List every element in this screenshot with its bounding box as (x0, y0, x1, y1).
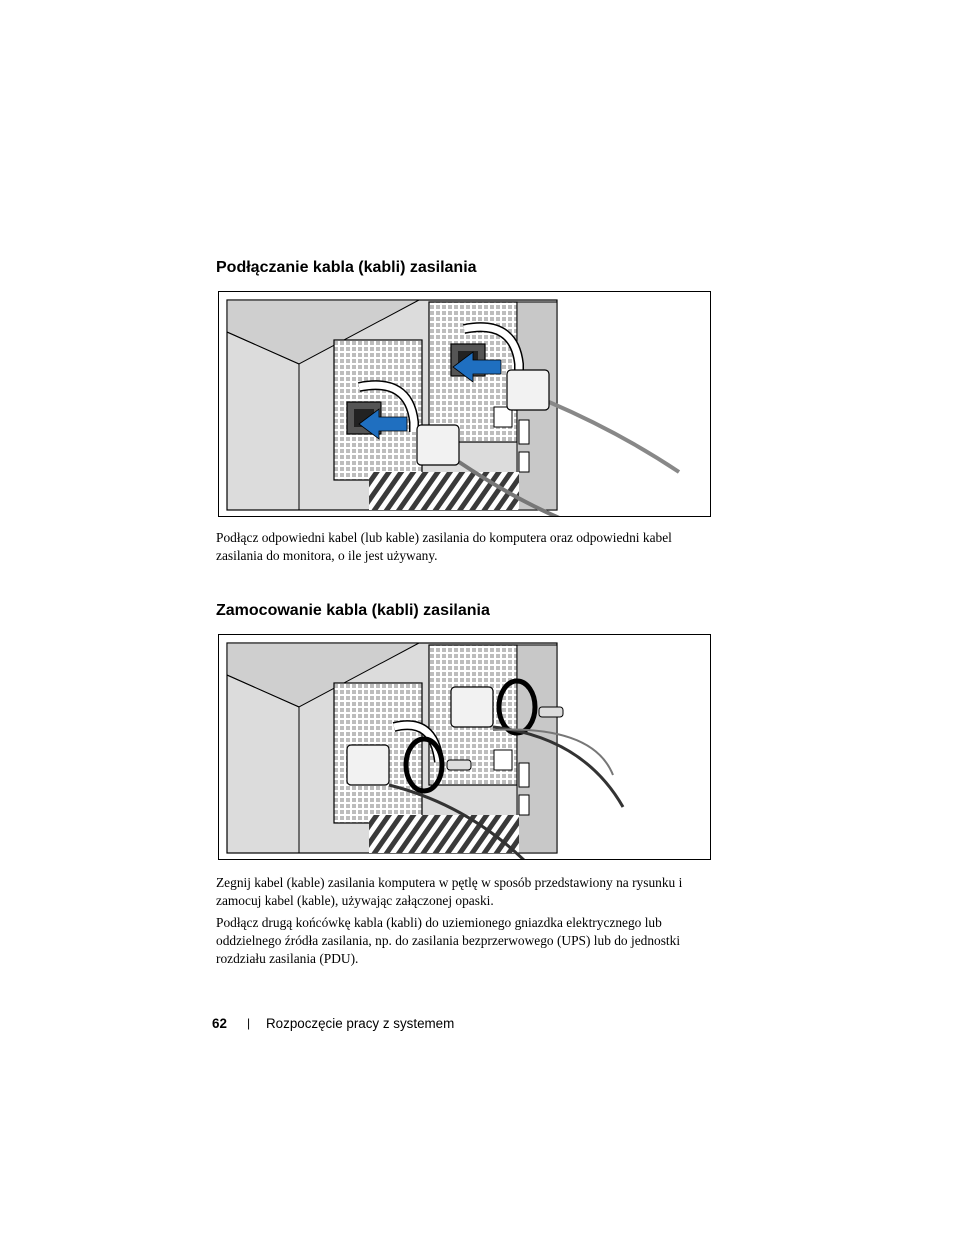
paragraph-connect-power: Podłącz odpowiedni kabel (lub kable) zasilania do komputera oraz odpowiedni kabel zasilania do monitora, o ile jest używany. (216, 530, 672, 563)
figure-secure-power-cables (218, 634, 711, 860)
illustration-secure-power (219, 635, 710, 859)
figure-connect-power-cables (218, 291, 711, 517)
paragraph-connect-outlet: Podłącz drugą końcówkę kabla (kabli) do uziemionego gniazdka elektrycznego lub oddzielnego źródła zasilania, np. do zasilania bezprzerwowego (UPS) lub do jednostki rozdziału zasilania (PDU). (216, 915, 681, 966)
paragraph-bend-cable: Zegnij kabel (kable) zasilania komputera w pętlę w sposób przedstawiony na rysunku i zamocuj kabel (kable), używając załączonej opaski. (216, 875, 683, 908)
section-heading-secure-power: Zamocowanie kabla (kabli) zasilania (216, 602, 490, 619)
section-heading-connect-power: Podłączanie kabla (kabli) zasilania (216, 259, 477, 276)
page-number: 62 (212, 1016, 227, 1031)
illustration-connect-power (219, 292, 710, 516)
footer-title: Rozpoczęcie pracy z systemem (266, 1016, 455, 1031)
footer-separator: | (247, 1016, 251, 1030)
